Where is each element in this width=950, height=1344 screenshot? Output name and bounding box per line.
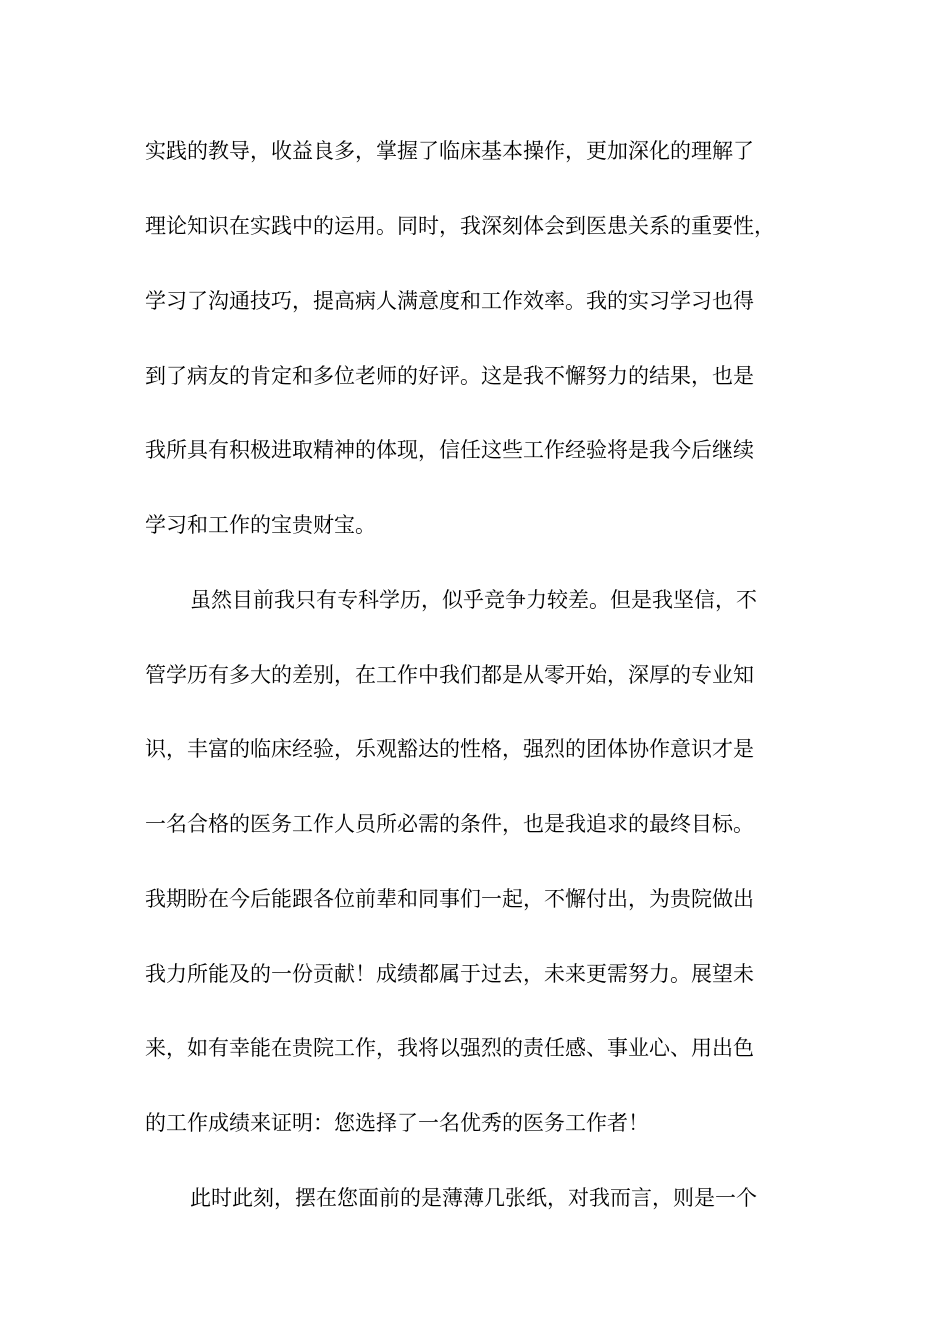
text-line-12: 我力所能及的一份贡献！成绩都属于过去，未来更需努力。展望未 — [145, 962, 754, 986]
text-line-7: 虽然目前我只有专科学历，似乎竞争力较差。但是我坚信，不 — [190, 588, 757, 612]
text-line-13: 来，如有幸能在贵院工作，我将以强烈的责任感、事业心、用出色 — [145, 1036, 754, 1060]
text-line-5: 我所具有积极进取精神的体现，信任这些工作经验将是我今后继续 — [145, 438, 754, 462]
text-line-4: 到了病友的肯定和多位老师的好评。这是我不懈努力的结果，也是 — [145, 364, 754, 388]
text-line-11: 我期盼在今后能跟各位前辈和同事们一起，不懈付出，为贵院做出 — [145, 887, 754, 911]
text-line-10: 一名合格的医务工作人员所必需的条件，也是我追求的最终目标。 — [145, 812, 754, 836]
text-line-8: 管学历有多大的差别，在工作中我们都是从零开始，深厚的专业知 — [145, 663, 754, 687]
text-line-6: 学习和工作的宝贵财宝。 — [145, 513, 376, 537]
text-line-15: 此时此刻，摆在您面前的是薄薄几张纸，对我而言，则是一个 — [190, 1186, 757, 1210]
text-line-1: 实践的教导，收益良多，掌握了临床基本操作，更加深化的理解了 — [145, 139, 754, 163]
text-line-3: 学习了沟通技巧，提高病人满意度和工作效率。我的实习学习也得 — [145, 289, 754, 313]
text-line-2: 理论知识在实践中的运用。同时，我深刻体会到医患关系的重要性， — [145, 214, 775, 238]
text-line-9: 识，丰富的临床经验，乐观豁达的性格，强烈的团体协作意识才是 — [145, 737, 754, 761]
text-line-14: 的工作成绩来证明：您选择了一名优秀的医务工作者！ — [145, 1111, 649, 1135]
